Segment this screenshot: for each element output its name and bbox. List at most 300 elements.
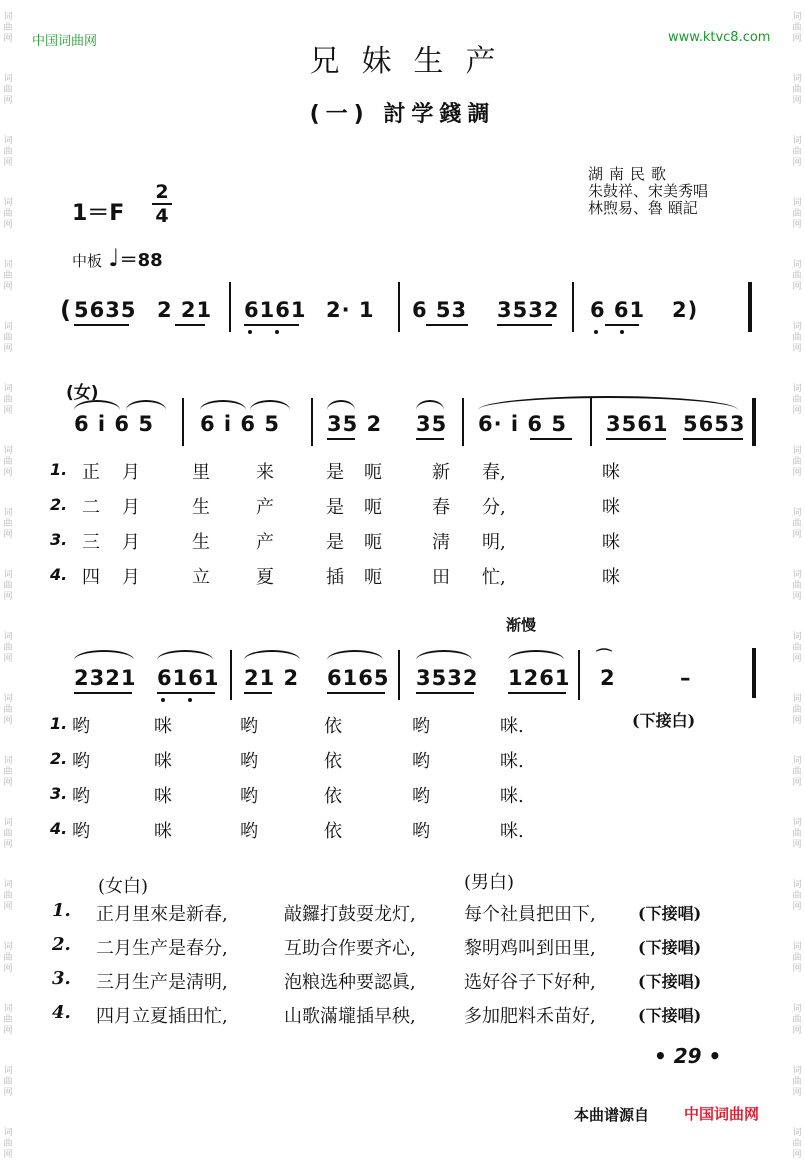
watermark-char: 曲 <box>3 519 13 529</box>
voice-label: (女) <box>66 383 99 403</box>
barline <box>462 398 464 446</box>
lyric-word: 咪 <box>602 532 620 553</box>
time-bottom: 4 <box>155 205 169 227</box>
lyric-word: 新 <box>432 462 450 483</box>
watermark-char: 词 <box>3 942 13 952</box>
lyric-word: 月 <box>122 497 140 518</box>
low-dot <box>594 330 598 334</box>
underline <box>327 692 385 694</box>
watermark-char: 网 <box>3 282 13 292</box>
barline <box>398 282 400 332</box>
watermark-char: 词 <box>792 694 802 704</box>
left-watermark <box>0 0 14 1160</box>
watermark-char: 网 <box>3 778 13 788</box>
barline-end <box>752 398 756 446</box>
verse-number: 4. <box>50 819 68 838</box>
note-group: 6161 <box>157 666 220 690</box>
lyric-word: 忙, <box>482 567 506 588</box>
note-group: 2· 1 <box>326 298 375 322</box>
watermark-char: 网 <box>3 840 13 850</box>
watermark-char: 曲 <box>3 581 13 591</box>
note-group: 6 i 6 5 <box>74 412 154 436</box>
dialogue-phrase: 选好谷子下好种, <box>464 972 596 993</box>
underline <box>327 438 355 440</box>
watermark-char: 词 <box>3 12 13 22</box>
underline <box>683 438 743 440</box>
lyric-word: 是 <box>326 497 344 518</box>
credit-origin: 湖南民歌 <box>588 165 673 183</box>
source-site-link[interactable]: 中国词曲网 <box>684 1105 760 1123</box>
note-group: 35 2 <box>327 412 383 436</box>
watermark-char: 曲 <box>3 23 13 33</box>
lyric-word: 咪 <box>154 821 172 842</box>
watermark-char: 网 <box>792 344 802 354</box>
lyric-word: 产 <box>256 497 274 518</box>
watermark-char: 词 <box>792 632 802 642</box>
credits <box>588 166 708 217</box>
lyric-word: 哟 <box>240 751 258 772</box>
site-url-watermark: www.ktvc8.com <box>668 30 771 45</box>
underline <box>508 692 566 694</box>
slur <box>416 650 472 660</box>
slur <box>327 400 355 410</box>
slur <box>244 650 300 660</box>
watermark-char: 曲 <box>3 271 13 281</box>
right-watermark <box>789 0 803 1160</box>
verse-number: 3. <box>50 784 68 803</box>
watermark-char: 网 <box>3 1150 13 1160</box>
dialogue-phrase: 三月生产是淸明, <box>96 972 228 993</box>
dialogue-phrase: 四月立夏插田忙, <box>96 1006 228 1027</box>
lyric-word: 分, <box>482 497 506 518</box>
watermark-char: 曲 <box>3 209 13 219</box>
watermark-char: 词 <box>3 1128 13 1138</box>
note-group: 2) <box>672 298 699 322</box>
lyric-word: 插 <box>326 567 344 588</box>
watermark-char: 网 <box>3 592 13 602</box>
barline <box>229 282 231 332</box>
watermark-char: 网 <box>3 158 13 168</box>
lyric-word: 咪 <box>602 497 620 518</box>
watermark-char: 词 <box>3 756 13 766</box>
watermark-char: 网 <box>792 1088 802 1098</box>
source-label: 本曲谱源自 <box>574 1106 650 1124</box>
watermark-char: 网 <box>792 530 802 540</box>
watermark-char: 词 <box>3 880 13 890</box>
watermark-char: 曲 <box>3 829 13 839</box>
note-group: 6 i 6 5 <box>200 412 280 436</box>
watermark-char: 网 <box>3 716 13 726</box>
male-speech-label: (男白) <box>464 872 515 893</box>
lyric-word: 夏 <box>256 567 274 588</box>
note-group: 35 <box>416 412 448 436</box>
note-group: 6· i 6 5 <box>478 412 567 436</box>
watermark-char: 网 <box>792 282 802 292</box>
lyric-word: 月 <box>122 567 140 588</box>
watermark-char: 曲 <box>792 23 802 33</box>
lyric-word: 正 <box>82 462 100 483</box>
note-group: 21 2 <box>244 666 300 690</box>
watermark-char: 曲 <box>3 85 13 95</box>
underline <box>497 324 552 326</box>
dialogue-number: 1. <box>52 900 71 921</box>
watermark-char: 曲 <box>792 333 802 343</box>
watermark-char: 网 <box>3 530 13 540</box>
slur <box>508 650 564 660</box>
watermark-char: 网 <box>3 902 13 912</box>
watermark-char: 网 <box>792 468 802 478</box>
watermark-char: 网 <box>3 468 13 478</box>
watermark-char: 网 <box>792 406 802 416</box>
watermark-char: 曲 <box>3 457 13 467</box>
verse-number: 3. <box>50 530 68 549</box>
watermark-char: 词 <box>792 942 802 952</box>
underline <box>157 692 215 694</box>
watermark-char: 词 <box>792 136 802 146</box>
watermark-char: 网 <box>792 840 802 850</box>
slur-long <box>478 396 738 410</box>
watermark-char: 词 <box>792 12 802 22</box>
lyric-word: 三 <box>82 532 100 553</box>
watermark-char: 词 <box>3 632 13 642</box>
dialogue-phrase: (下接唱) <box>638 904 702 923</box>
dialogue-phrase: 山歌滿壠插早秧, <box>284 1006 416 1027</box>
lyric-word: 明, <box>482 532 506 553</box>
lyric-word: 月 <box>122 462 140 483</box>
underline <box>74 692 132 694</box>
dialogue-phrase: 多加肥料禾苗好, <box>464 1006 596 1027</box>
dialogue-phrase: (下接唱) <box>638 1006 702 1025</box>
tempo-value: ＝88 <box>119 250 163 271</box>
watermark-char: 词 <box>792 818 802 828</box>
barline <box>572 282 574 332</box>
lyric-word: 哟 <box>240 786 258 807</box>
watermark-char: 网 <box>3 220 13 230</box>
watermark-char: 曲 <box>792 85 802 95</box>
verse-number: 2. <box>50 495 68 514</box>
watermark-char: 曲 <box>3 767 13 777</box>
watermark-char: 曲 <box>792 147 802 157</box>
dialogue-phrase: 每个社員把田下, <box>464 904 596 925</box>
barline <box>578 650 580 700</box>
watermark-char: 词 <box>3 198 13 208</box>
watermark-char: 词 <box>3 1004 13 1014</box>
watermark-char: 曲 <box>792 1015 802 1025</box>
watermark-char: 词 <box>792 508 802 518</box>
watermark-char: 曲 <box>3 1139 13 1149</box>
watermark-char: 词 <box>792 570 802 580</box>
lyric-word: 四 <box>82 567 100 588</box>
lyric-word: 咪. <box>500 751 524 772</box>
fermata-icon: ⌒ <box>596 647 613 666</box>
underline <box>416 692 474 694</box>
underline <box>605 324 639 326</box>
watermark-char: 词 <box>3 570 13 580</box>
lyric-word: 立 <box>192 567 210 588</box>
watermark-char: 网 <box>792 1150 802 1160</box>
note-group: 6 53 <box>412 298 468 322</box>
lyric-word: 是 <box>326 462 344 483</box>
watermark-char: 词 <box>3 694 13 704</box>
lyric-word: 月 <box>122 532 140 553</box>
underline <box>606 438 666 440</box>
watermark-char: 曲 <box>792 581 802 591</box>
quarter-note-icon: ♩ <box>108 244 120 272</box>
watermark-char: 词 <box>3 136 13 146</box>
dialogue-phrase: 敲鑼打鼓耍龙灯, <box>284 904 416 925</box>
page-title: 兄妹生产 <box>309 44 518 79</box>
watermark-char: 曲 <box>3 395 13 405</box>
slur <box>250 400 290 410</box>
watermark-char: 网 <box>792 1026 802 1036</box>
watermark-char: 曲 <box>792 209 802 219</box>
watermark-char: 词 <box>792 322 802 332</box>
lyric-word: 呃 <box>364 532 382 553</box>
lyric-word: 咪. <box>500 716 524 737</box>
watermark-char: 曲 <box>3 147 13 157</box>
watermark-char: 词 <box>792 1004 802 1014</box>
lyric-word: 春, <box>482 462 506 483</box>
lyric-word: 哟 <box>72 821 90 842</box>
dialogue-phrase: 泡粮选种要認眞, <box>284 972 416 993</box>
tempo-rit-mark: 渐慢 <box>506 616 537 634</box>
watermark-char: 曲 <box>792 953 802 963</box>
watermark-char: 词 <box>3 260 13 270</box>
lyric-word: 来 <box>256 462 274 483</box>
barline <box>182 398 184 446</box>
watermark-char: 网 <box>3 654 13 664</box>
low-dot <box>620 330 624 334</box>
dialogue-phrase: 正月里來是新春, <box>96 904 228 925</box>
watermark-char: 网 <box>792 716 802 726</box>
watermark-char: 词 <box>792 756 802 766</box>
time-top: 2 <box>155 181 169 203</box>
verse-number: 2. <box>50 749 68 768</box>
watermark-char: 词 <box>3 818 13 828</box>
note-group: – <box>680 666 692 690</box>
watermark-char: 词 <box>3 384 13 394</box>
watermark-char: 曲 <box>792 829 802 839</box>
note-group: 2 <box>600 666 616 690</box>
dialogue-number: 3. <box>52 968 71 989</box>
lyric-word: 依 <box>324 821 342 842</box>
credit-singers: 朱鼓祥、宋美秀唱 <box>588 182 709 200</box>
note-group: 6 61 <box>590 298 646 322</box>
watermark-char: 曲 <box>3 705 13 715</box>
lyric-word: 生 <box>192 532 210 553</box>
lyric-word: 春 <box>432 497 450 518</box>
lyric-word: 咪 <box>602 462 620 483</box>
dialogue-phrase: (下接唱) <box>638 972 702 991</box>
dialogue-phrase: 黎明鸡叫到田里, <box>464 938 596 959</box>
watermark-char: 词 <box>792 1128 802 1138</box>
watermark-char: 词 <box>3 74 13 84</box>
watermark-char: 网 <box>792 902 802 912</box>
watermark-char: 曲 <box>3 891 13 901</box>
watermark-char: 曲 <box>792 457 802 467</box>
watermark-char: 曲 <box>792 643 802 653</box>
watermark-char: 词 <box>3 322 13 332</box>
credit-notation: 林煦易、魯 頤記 <box>588 199 698 217</box>
lyric-word: 依 <box>324 716 342 737</box>
underline <box>530 438 572 440</box>
open-paren: ( <box>60 296 72 324</box>
watermark-char: 网 <box>792 34 802 44</box>
barline-end <box>752 648 756 698</box>
low-dot <box>161 698 165 702</box>
note-group: 1261 <box>508 666 571 690</box>
lyric-word: 咪 <box>154 751 172 772</box>
underline <box>175 324 205 326</box>
barline <box>398 650 400 700</box>
lyric-word: 哟 <box>412 716 430 737</box>
underline <box>416 438 444 440</box>
watermark-char: 词 <box>3 1066 13 1076</box>
page-subtitle: (一) 討学錢調 <box>309 102 496 127</box>
slur <box>327 650 383 660</box>
continue-speech-note: (下接白) <box>632 711 696 730</box>
lyric-word: 咪 <box>154 786 172 807</box>
watermark-char: 网 <box>3 406 13 416</box>
female-speech-label: (女白) <box>98 876 149 897</box>
dialogue-phrase: 二月生产是春分, <box>96 938 228 959</box>
slur <box>157 650 213 660</box>
watermark-char: 网 <box>3 96 13 106</box>
lyric-word: 哟 <box>72 786 90 807</box>
lyric-word: 哟 <box>412 821 430 842</box>
low-dot <box>188 698 192 702</box>
watermark-char: 网 <box>3 1088 13 1098</box>
watermark-char: 网 <box>3 34 13 44</box>
watermark-char: 网 <box>792 778 802 788</box>
lyric-word: 哟 <box>240 821 258 842</box>
barline <box>230 650 232 700</box>
watermark-char: 词 <box>792 260 802 270</box>
lyric-word: 哟 <box>412 786 430 807</box>
watermark-char: 网 <box>792 654 802 664</box>
watermark-char: 曲 <box>792 1139 802 1149</box>
lyric-word: 淸 <box>432 532 450 553</box>
watermark-char: 网 <box>3 1026 13 1036</box>
watermark-char: 网 <box>792 964 802 974</box>
watermark-char: 曲 <box>792 519 802 529</box>
watermark-char: 曲 <box>3 1077 13 1087</box>
slur <box>74 650 134 660</box>
time-signature <box>152 182 172 226</box>
watermark-char: 网 <box>792 158 802 168</box>
watermark-char: 词 <box>792 384 802 394</box>
watermark-char: 曲 <box>3 643 13 653</box>
underline <box>244 324 299 326</box>
watermark-char: 词 <box>792 446 802 456</box>
key-signature: 1＝F <box>72 201 125 226</box>
watermark-char: 网 <box>792 96 802 106</box>
note-group: 3561 <box>606 412 669 436</box>
dialogue-number: 2. <box>52 934 71 955</box>
lyric-word: 呃 <box>364 567 382 588</box>
tempo-label: 中板 <box>72 252 103 270</box>
watermark-char: 曲 <box>3 1015 13 1025</box>
watermark-char: 网 <box>792 220 802 230</box>
lyric-word: 依 <box>324 786 342 807</box>
note-group: 5635 <box>74 298 137 322</box>
slur <box>416 400 444 410</box>
lyric-word: 哟 <box>412 751 430 772</box>
dialogue-number: 4. <box>52 1002 71 1023</box>
watermark-char: 词 <box>3 508 13 518</box>
watermark-char: 词 <box>792 74 802 84</box>
dialogue-phrase: (下接唱) <box>638 938 702 957</box>
note-group: 5653 <box>683 412 746 436</box>
low-dot <box>248 330 252 334</box>
watermark-char: 词 <box>792 880 802 890</box>
slur <box>74 400 120 410</box>
lyric-word: 咪. <box>500 786 524 807</box>
lyric-word: 哟 <box>240 716 258 737</box>
site-name-watermark: 中国词曲网 <box>32 34 98 49</box>
verse-number: 4. <box>50 565 68 584</box>
page-number: • 29 • <box>654 1044 722 1068</box>
lyric-word: 哟 <box>72 716 90 737</box>
lyric-word: 呃 <box>364 462 382 483</box>
barline-end <box>748 282 752 332</box>
lyric-word: 哟 <box>72 751 90 772</box>
watermark-char: 曲 <box>792 271 802 281</box>
verse-number: 1. <box>50 460 68 479</box>
lyric-word: 产 <box>256 532 274 553</box>
watermark-char: 曲 <box>792 767 802 777</box>
watermark-char: 网 <box>3 344 13 354</box>
watermark-char: 网 <box>792 592 802 602</box>
lyric-word: 田 <box>432 567 450 588</box>
watermark-char: 曲 <box>3 333 13 343</box>
note-group: 6161 <box>244 298 307 322</box>
watermark-char: 曲 <box>3 953 13 963</box>
watermark-char: 曲 <box>792 395 802 405</box>
dialogue-phrase: 互助合作要齐心, <box>284 938 416 959</box>
watermark-char: 词 <box>792 198 802 208</box>
watermark-char: 网 <box>3 964 13 974</box>
underline <box>244 692 272 694</box>
note-group: 3532 <box>497 298 560 322</box>
note-group: 2321 <box>74 666 137 690</box>
barline <box>311 398 313 446</box>
note-group: 2 21 <box>157 298 213 322</box>
lyric-word: 咪 <box>154 716 172 737</box>
lyric-word: 咪 <box>602 567 620 588</box>
low-dot <box>275 330 279 334</box>
watermark-char: 曲 <box>792 705 802 715</box>
note-group: 3532 <box>416 666 479 690</box>
slur <box>200 400 246 410</box>
lyric-word: 里 <box>192 462 210 483</box>
watermark-char: 词 <box>792 1066 802 1076</box>
lyric-word: 是 <box>326 532 344 553</box>
slur <box>126 400 166 410</box>
lyric-word: 咪. <box>500 821 524 842</box>
tempo-mark <box>72 244 163 272</box>
verse-number: 1. <box>50 714 68 733</box>
note-group: 6165 <box>327 666 390 690</box>
underline <box>74 324 129 326</box>
watermark-char: 曲 <box>792 891 802 901</box>
underline <box>426 324 468 326</box>
lyric-word: 二 <box>82 497 100 518</box>
watermark-char: 词 <box>3 446 13 456</box>
lyric-word: 依 <box>324 751 342 772</box>
watermark-char: 曲 <box>792 1077 802 1087</box>
lyric-word: 生 <box>192 497 210 518</box>
